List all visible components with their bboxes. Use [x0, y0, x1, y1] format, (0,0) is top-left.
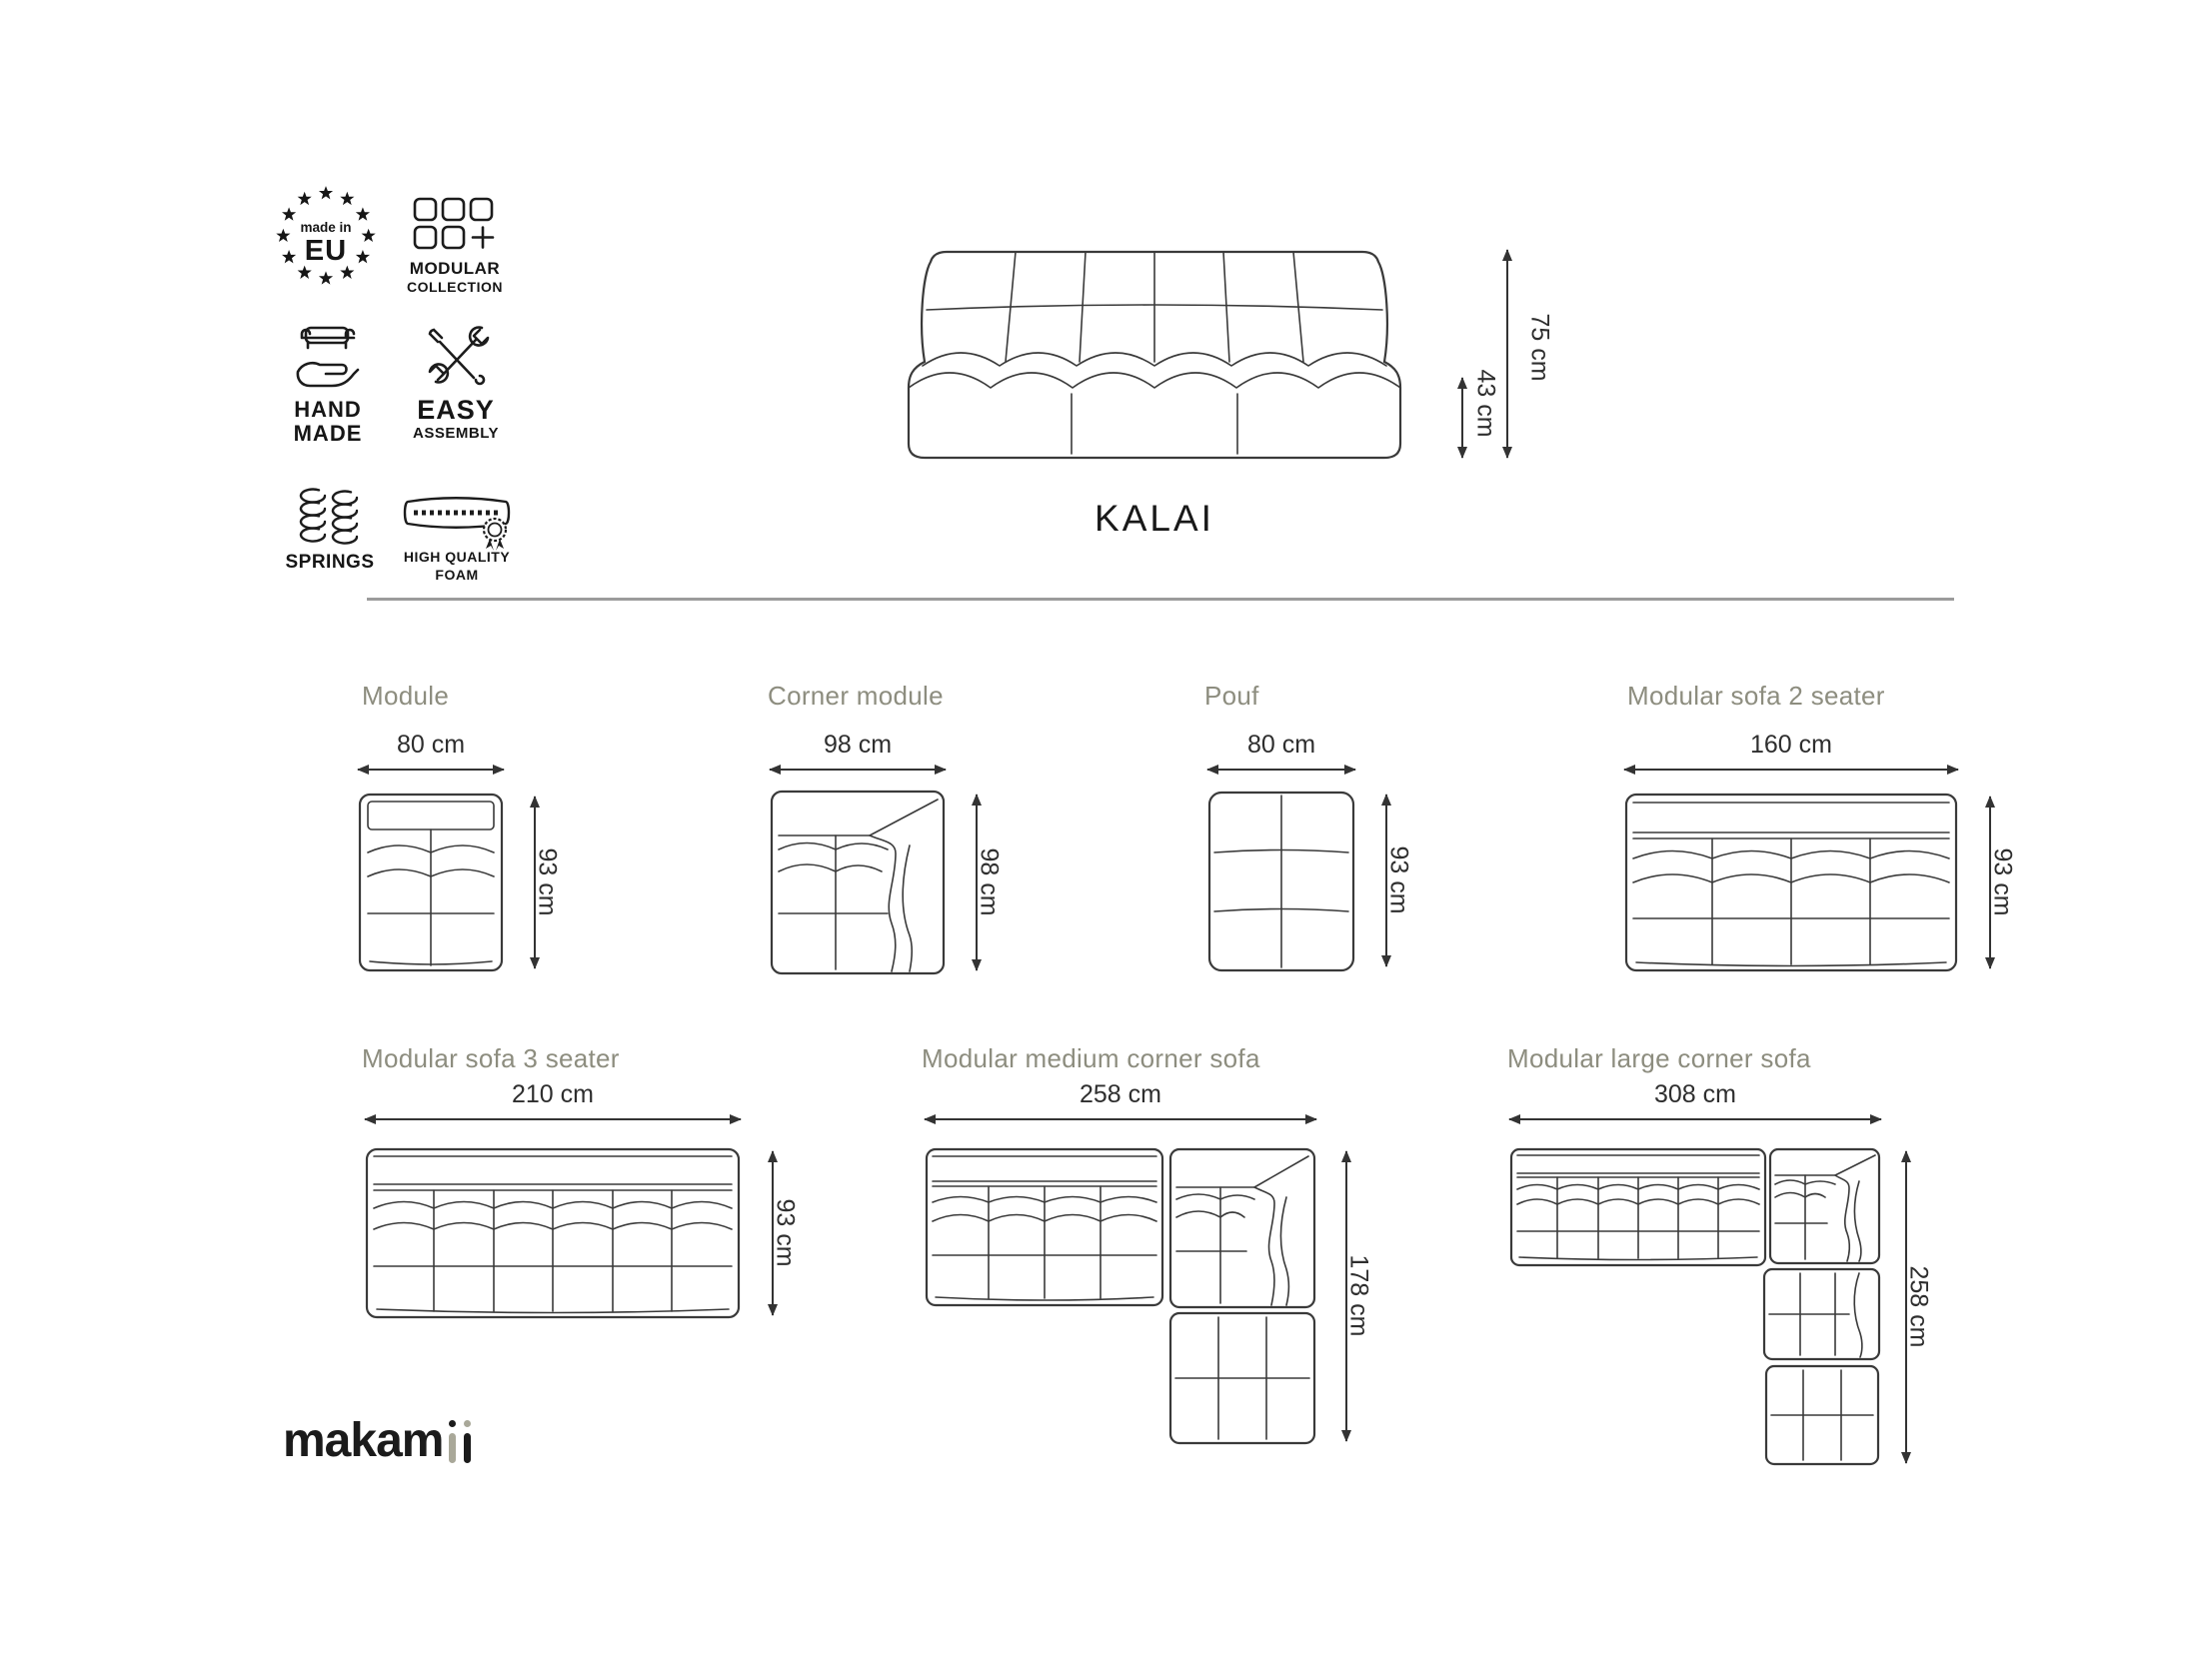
- overall-height-arrow: [1506, 250, 1508, 458]
- diagram-title-sofa-2-seater: Modular sofa 2 seater: [1627, 681, 1885, 711]
- made-in-eu-label-top: made in: [300, 219, 352, 235]
- badges-panel: [0, 0, 560, 620]
- sofa-3-seater-width-label: 210 cm: [512, 1080, 594, 1108]
- large-corner-width-label: 308 cm: [1654, 1080, 1736, 1108]
- product-title: KALAI: [1095, 498, 1214, 539]
- diagram-title-corner-module: Corner module: [768, 681, 944, 711]
- large-corner-width-arrow: [1509, 1118, 1881, 1120]
- module-top-view: [358, 793, 504, 972]
- module-width-arrow: [358, 769, 504, 771]
- springs-label: SPRINGS: [285, 552, 375, 573]
- large-corner-depth-label: 258 cm: [1904, 1265, 1933, 1348]
- pouf-top-view: [1207, 791, 1355, 972]
- sofa-front-view: [895, 242, 1414, 464]
- sofa-3-seater-depth-label: 93 cm: [771, 1198, 800, 1267]
- hand-made-label2: MADE: [293, 421, 363, 446]
- seat-height-label: 43 cm: [1471, 369, 1500, 438]
- sofa-2-seater-width-label: 160 cm: [1750, 731, 1832, 759]
- seat-height-arrow: [1461, 378, 1463, 458]
- medium-corner-depth-label: 178 cm: [1344, 1254, 1373, 1337]
- large-corner-top-view: [1509, 1147, 1881, 1469]
- medium-corner-width-label: 258 cm: [1080, 1080, 1161, 1108]
- high-quality-foam-label2: FOAM: [435, 567, 479, 583]
- easy-assembly-label: EASY: [417, 395, 495, 425]
- diagram-title-pouf: Pouf: [1204, 681, 1259, 711]
- corner-module-width-arrow: [770, 769, 946, 771]
- brand-logo: [283, 1416, 473, 1468]
- springs-icon: [296, 486, 364, 548]
- sofa-3-seater-top-view: [365, 1147, 741, 1319]
- modular-collection-label2: COLLECTION: [407, 279, 503, 295]
- section-divider: [367, 598, 1954, 601]
- corner-module-width-label: 98 cm: [823, 731, 893, 759]
- corner-module-depth-label: 98 cm: [975, 847, 1004, 916]
- modular-collection-label: MODULAR: [409, 259, 501, 278]
- pouf-width-arrow: [1207, 769, 1355, 771]
- sofa-3-seater-width-arrow: [365, 1118, 741, 1120]
- made-in-eu-label-main: EU: [304, 234, 348, 267]
- sofa-2-seater-width-arrow: [1624, 769, 1958, 771]
- hand-made-label: HAND: [294, 397, 362, 422]
- diagram-title-module: Module: [362, 681, 450, 711]
- high-quality-foam-label: HIGH QUALITY: [403, 549, 511, 565]
- diagram-title-large-corner-sofa: Modular large corner sofa: [1507, 1043, 1811, 1073]
- diagram-title-sofa-3-seater: Modular sofa 3 seater: [362, 1043, 620, 1073]
- high-quality-foam-icon: [398, 492, 518, 552]
- brand-logo-text: makam: [283, 1414, 444, 1467]
- module-width-label: 80 cm: [396, 731, 466, 759]
- overall-height-label: 75 cm: [1525, 313, 1554, 382]
- easy-assembly-label2: ASSEMBLY: [413, 425, 499, 442]
- corner-module-top-view: [770, 790, 946, 975]
- medium-corner-top-view: [925, 1147, 1316, 1447]
- pouf-depth-label: 93 cm: [1384, 845, 1413, 914]
- pouf-width-label: 80 cm: [1246, 731, 1316, 759]
- medium-corner-width-arrow: [925, 1118, 1316, 1120]
- hand-made-icon: [290, 324, 366, 396]
- made-in-eu-icon: [276, 184, 376, 288]
- modular-collection-icon: [412, 196, 498, 254]
- module-depth-label: 93 cm: [533, 847, 562, 916]
- sofa-2-seater-depth-label: 93 cm: [1988, 847, 2017, 916]
- sofa-2-seater-top-view: [1624, 793, 1958, 972]
- diagram-title-medium-corner-sofa: Modular medium corner sofa: [922, 1043, 1260, 1073]
- brand-logo-i-black-stem: [463, 1416, 473, 1466]
- brand-logo-i-gray-stem: [448, 1416, 458, 1466]
- easy-assembly-icon: [424, 324, 492, 394]
